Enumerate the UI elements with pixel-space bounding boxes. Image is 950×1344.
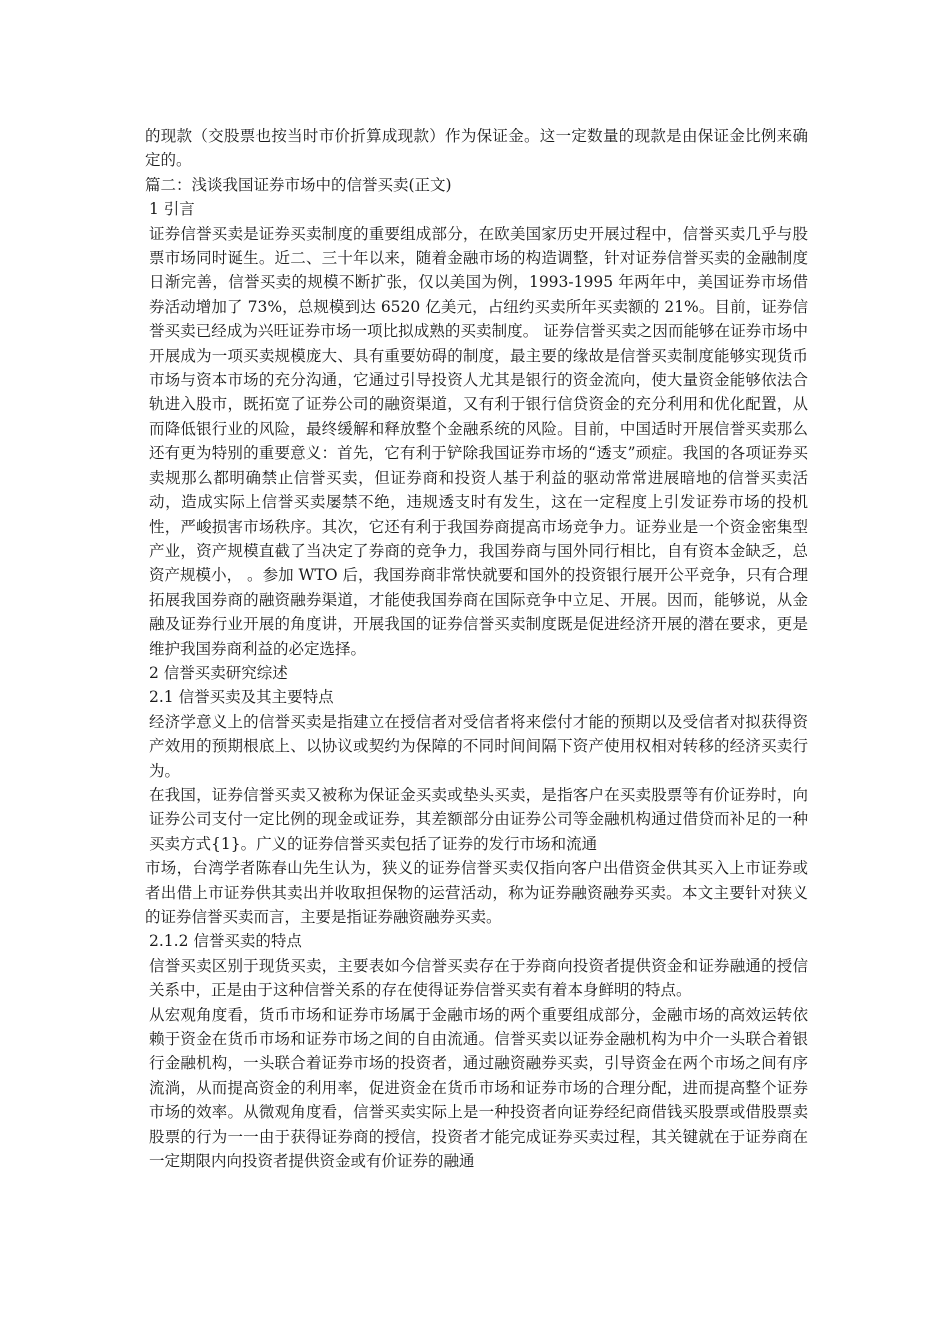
paragraph-china-definition: 在我国，证券信誉买卖又被称为保证金买卖或垫头买卖，是指客户在买卖股票等有价证券时，向证券公司支付一定比例的现金或证券，其差额部分由证券公司等金融机构通过借贷而补足的一种买卖方式{1}。广义的证券信誉买卖包括了证券的发行市场和流通 xyxy=(149,785,808,853)
paragraph-definition: 经济学意义上的信誉买卖是指建立在授信者对受信者将来偿付才能的预期以及受信者对拟获得资产效用的预期根底上、以协议或契约为保障的不同时间间隔下资产使用权相对转移的经济买卖行为。 xyxy=(149,712,808,780)
paragraph-macro-micro: 从宏观角度看，货币市场和证券市场属于金融市场的两个重要组成部分，金融市场的高效运转依赖于资金在货币市场和证券市场之间的自由流通。信誉买卖以证券金融机构为中介一头联合着银行金融机构，一头联合着证券市场的投资者，通过融资融券买卖，引导资金在两个市场之间有序流淌，从而提高资金的利用率，促进资金在货币市场和证券市场的合理分配，进而提高整个证券市场的效率。从微观角度看，信誉买卖实际上是一种投资者向证券经纪商借钱买股票或借股票卖股票的行为一一由于获得证券商的授信，投资者才能完成证券买卖过程，其关键就在于证券商在一定期限内向投资者提供资金或有价证券的融通 xyxy=(149,1005,808,1171)
document-body xyxy=(145,124,808,1173)
article-title: 篇二：浅谈我国证券市场中的信誉买卖(正文) xyxy=(145,175,452,194)
paragraph-introduction: 证券信誉买卖是证券买卖制度的重要组成部分，在欧美国家历史开展过程中，信誉买卖几乎与股票市场同时诞生。近二、三十年以来，随着金融市场的构造调整，针对证券信誉买卖的金融制度日渐完善，信誉买卖的规模不断扩张，仅以美国为例，1993-1995 年两年中，美国证券市场借券活动增加了 73%，总规模到达 6520 亿美元，占纽约买卖所年买卖额的 21%。目前，证券信誉买卖已经成为兴旺证券市场一项比拟成熟的买卖制度。 证券信誉买卖之因而能够在证券市场中开展成为一项买卖规模庞大、具有重要妨碍的制度，最主要的缘故是信誉买卖制度能够实现货币市场与资本市场的充分沟通，它通过引导投资人尤其是银行的资金流向，使大量资金能够依法合轨进入股市，既拓宽了证券公司的融资渠道，又有利于银行信贷资金的充分利用和优化配置，从而降低银行业的风险，最终缓解和释放整个金融系统的风险。目前，中国适时开展信誉买卖那么还有更为特别的重要意义：首先，它有利于铲除我国证券市场的“透支”顽症。我国的各项证券买卖规那么都明确禁止信誉买卖，但证券商和投资人基于利益的驱动常常进展暗地的信誉买卖活动，造成实际上信誉买卖屡禁不绝，违规透支时有发生，这在一定程度上引发证券市场的投机性，严峻损害市场秩序。其次，它还有利于我国券商提高市场竞争力。证券业是一个资金密集型产业，资产规模直截了当决定了券商的竞争力，我国券商与国外同行相比，自有资本金缺乏，总资产规模小， 。参加 WTO 后，我国券商非常快就要和国外的投资银行展开公平竞争，只有合理拓展我国券商的融资融券渠道，才能使我国券商在国际竞争中立足、开展。因而，能够说，从金融及证券行业开展的角度讲，开展我国的证券信誉买卖制度既是促进经济开展的潜在要求，更是维护我国券商利益的必定选择。 xyxy=(149,224,808,658)
paragraph-continuation: 的现款（交股票也按当时市价折算成现款）作为保证金。这一定数量的现款是由保证金比例来确定的。 xyxy=(145,127,808,170)
section-heading-review: 2 信誉买卖研究综述 xyxy=(149,663,288,682)
section-heading-introduction: 1 引言 xyxy=(149,200,195,219)
subsection-heading-2-1-2: 2.1.2 信誉买卖的特点 xyxy=(149,932,302,951)
paragraph-narrow-definition: 市场，台湾学者陈春山先生认为，狭义的证券信誉买卖仅指向客户出借资金供其买入上市证券或者出借上市证券供其卖出并收取担保物的运营活动，称为证券融资融券买卖。本文主要针对狭义的证券信誉买卖而言，主要是指证券融资融券买卖。 xyxy=(145,859,808,926)
paragraph-characteristics: 信誉买卖区别于现货买卖，主要表如今信誉买卖存在于券商向投资者提供资金和证券融通的授信关系中，正是由于这种信誉关系的存在使得证券信誉买卖有着本身鲜明的特点。 xyxy=(149,956,808,1000)
subsection-heading-2-1: 2.1 信誉买卖及其主要特点 xyxy=(149,688,334,707)
